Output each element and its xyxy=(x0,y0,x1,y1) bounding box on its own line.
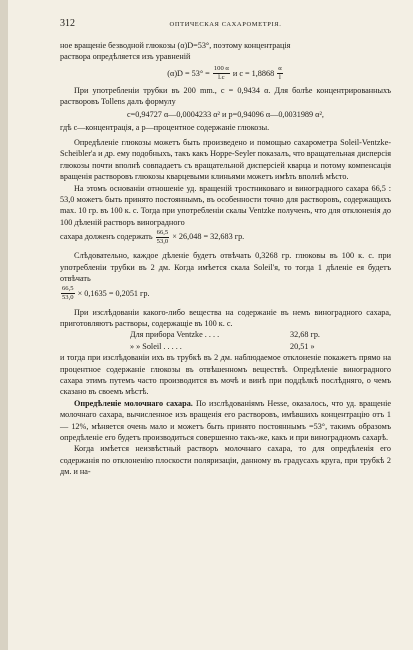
paragraph: При употребленіи трубки въ 200 mm., c = 0,9434 α. Для болѣе концентрированныхъ растворовъ Tollens далъ формулу xyxy=(60,85,391,107)
instrument-row xyxy=(60,341,391,352)
page-number: 312 xyxy=(60,18,75,29)
paragraph: Слѣдовательно, каждое дѣленіе будетъ отвѣчать 0,3268 гр. глюковы въ 100 к. с. при употребленіи трубки въ 2 дм. Когда имѣется скала Soleil'я, то тогда 1 дѣленіе ея будетъ отвѣчать xyxy=(60,251,391,284)
fraction: $\frac{66,5}{53,0}$ xyxy=(156,228,169,245)
instrument-value: 20,51 » xyxy=(290,341,315,351)
fraction: $\frac{66,5}{53,0}$ xyxy=(62,285,74,302)
instrument-value: 32,68 гр. xyxy=(290,330,320,340)
instrument-label: » » Soleil . . . . . xyxy=(130,341,182,351)
page-edge xyxy=(0,0,8,650)
paragraph: Опредѣленіе молочнаго сахара. По изслѣдованіямъ Hesse, оказалось, что уд. вращеніе молочнаго сахара, вычисленное изъ вращенія его растворовъ, имѣвшихъ концентрацію отъ 1 — 12%, мѣняется очень мало и можетъ быть принято постояннымъ =53°, такимъ образомъ опредѣленіе его будетъ производиться совершенно такъ-же, какъ и при виноградномъ сахарѣ. xyxy=(60,398,391,442)
paragraph: На этомъ основаніи отношеніе уд. вращеній тростниковаго и виноградного сахара 66,5 : 53,0 можетъ быть принято постояннымъ, въ особенности точно для растворовъ, содержащихъ max. 10 гр. въ 100 к. с. Тогда при употребленіи скалы Ventzke полученъ, что для отклоненія до 100 дѣленій растворъ виноградного xyxy=(60,183,391,227)
formula-line: $\frac{66,5}{53,0}$ × 0,1635 = 0,2051 гр. xyxy=(62,285,150,302)
page-header xyxy=(60,18,391,32)
formula-specific-rotation: (α)D = 53° = $\frac{100 \alpha}{l.c}$ и c = 1,8868 $\frac{\alpha}{l}$ xyxy=(167,65,282,82)
paragraph: и тогда при изслѣдованіи ихъ въ трубкѣ въ 2 дм. наблюдаемое отклоненіе покажетъ прямо на процентное содержаніе глюкозы въ отвѣшенномъ веществѣ. Опредѣленіе виноградного сахара этимъ путемъ часто производится въ мочѣ и винѣ при поддѣлкѣ послѣдняго, о чемъ сказано въ своемъ мѣстѣ. xyxy=(60,353,391,397)
fraction: $\frac{100 \alpha}{l.c}$ xyxy=(213,65,229,82)
fraction: $\frac{\alpha}{l}$ xyxy=(278,65,282,82)
running-title: ОПТИЧЕСКАЯ САХАРОМЕТРІЯ. xyxy=(169,21,282,28)
instrument-row xyxy=(60,329,391,340)
formula-line: сахара долженъ содержать $\frac{66,5}{53,0}$ × 26,048 = 32,683 гр. xyxy=(60,228,245,245)
formula-tollens: c=0,94727 α—0,0004233 α² и p=0,94096 α—0,0031989 α², xyxy=(127,109,324,119)
paragraph: гдѣ c—концентрація, а p—процентное содержаніе глюкозы. xyxy=(60,122,270,132)
text-line: раствора опредѣляется изъ уравненій xyxy=(60,52,191,62)
text-line: ное вращеніе безводной глюкозы (α)D=53°, поэтому концентрація xyxy=(60,41,291,50)
paragraph: Когда имѣется неизвѣстный растворъ молочнаго сахара, то для опредѣленія его содержанія по отклоненію плоскости поляризаціи, данному въ градусахъ круга, при трубкѣ 2 дм. и на- xyxy=(60,444,391,477)
section-heading: Опредѣленіе молочнаго сахара. xyxy=(74,398,193,408)
paragraph: При изслѣдованіи какого-либо вещества на содержаніе въ немъ виноградного сахара, приготовляютъ растворы, содержащіе въ 100 к. с. xyxy=(60,307,391,328)
paragraph: Опредѣленіе глюкозы можетъ быть произведено и помощью сахарометра Soleil-Ventzke-Scheibler'a и др. ему подобныхъ, такъ какъ Hoppe-Seyler показалъ, что вращательная дисперсія глюкозы почти вполнѣ совпадаетъ съ вращательной дисперсіей кварца и потому компенсація вращенія растворовъ глюкозы кварцевыми клиньями можетъ имѣть вполнѣ мѣсто. xyxy=(60,138,391,182)
instrument-label: Для прибора Ventzke . . . . xyxy=(130,330,220,340)
